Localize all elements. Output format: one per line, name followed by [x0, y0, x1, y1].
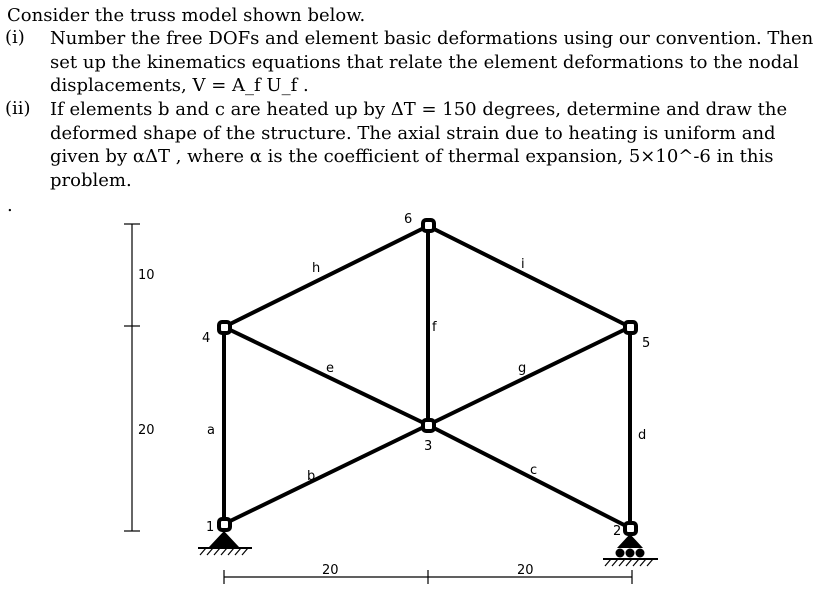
roller-support-icon	[603, 534, 658, 566]
text-line: set up the kinematics equations that relate the element deformations to the nodal	[50, 51, 799, 73]
text-line: Number the free DOFs and element basic deformations using our convention. Then	[50, 28, 814, 49]
text-line: problem.	[50, 169, 132, 191]
node-label: 6	[404, 212, 413, 227]
joint-4	[219, 322, 230, 333]
joint-5	[625, 322, 636, 333]
element-label: d	[638, 428, 647, 443]
element-label: a	[207, 423, 215, 438]
node-label: 3	[424, 439, 433, 454]
member-h	[224, 226, 428, 327]
node-label: 1	[206, 520, 215, 535]
item-marker: (i)	[5, 27, 25, 48]
truss-members	[224, 226, 630, 528]
element-label: c	[530, 463, 538, 478]
horizontal-dimension	[224, 570, 632, 584]
member-b	[224, 425, 428, 524]
member-e	[224, 327, 428, 425]
item-marker: (ii)	[5, 98, 31, 119]
node-label: 4	[202, 331, 211, 346]
text-line: If elements b and c are heated up by ΔT = 150 degrees, determine and draw the	[50, 99, 788, 120]
dimension-label: 20	[517, 563, 534, 578]
element-label: f	[432, 320, 437, 335]
node-label: 5	[642, 336, 651, 351]
member-g	[428, 327, 630, 425]
text-line: displacements, V = A_f U_f .	[50, 75, 309, 96]
node-label: 2	[613, 524, 622, 539]
joint-1	[219, 519, 230, 530]
element-label: h	[312, 261, 321, 276]
element-label: i	[521, 257, 525, 272]
text-line: deformed shape of the structure. The axial strain due to heating is uniform and	[50, 122, 776, 144]
joint-6	[423, 220, 434, 231]
dimension-label: 20	[322, 563, 339, 578]
trailing-dot: .	[7, 195, 13, 216]
joint-2	[625, 523, 636, 534]
element-label: b	[307, 469, 316, 484]
dimension-label: 20	[138, 423, 155, 438]
dimension-label: 10	[138, 268, 155, 283]
member-c	[428, 425, 630, 528]
member-i	[428, 226, 630, 327]
joint-3	[423, 420, 434, 431]
element-label: g	[518, 361, 527, 376]
problem-intro: Consider the truss model shown below.	[7, 5, 366, 26]
text-line: given by αΔT , where α is the coefficient of thermal expansion, 5×10^-6 in this	[50, 146, 774, 167]
element-label: e	[326, 361, 334, 376]
